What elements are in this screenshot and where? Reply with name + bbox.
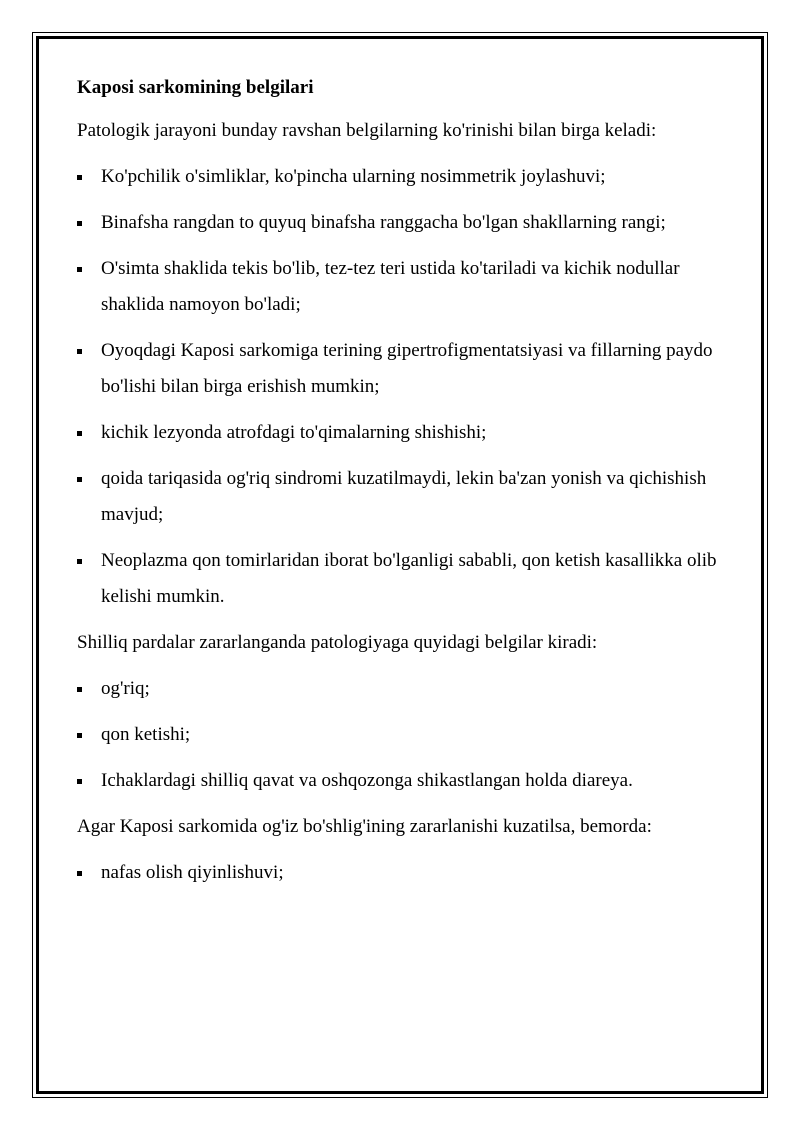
bullet-icon — [77, 431, 82, 436]
bullet-icon — [77, 175, 82, 180]
list-item-text: Neoplazma qon tomirlaridan iborat bo'lganligi sababli, qon ketish kasallikka olib kelishi mumkin. — [101, 550, 717, 607]
list-item — [77, 855, 717, 891]
bullet-icon — [77, 349, 82, 354]
bullet-icon — [77, 687, 82, 692]
list-item-text: Ko'pchilik o'simliklar, ko'pincha ularning nosimmetrik joylashuvi; — [101, 166, 606, 187]
list-item-text: qoida tariqasida og'riq sindromi kuzatilmaydi, lekin ba'zan yonish va qichishish mavjud; — [101, 468, 707, 525]
list-item-text: Binafsha rangdan to quyuq binafsha ranggacha bo'lgan shakllarning rangi; — [101, 212, 666, 233]
section-heading: Kaposi sarkomining belgilari — [77, 77, 314, 98]
mucosa-paragraph: Shilliq pardalar zararlanganda patologiyaga quyidagi belgilar kiradi: — [77, 632, 598, 653]
list-item-text: Ichaklardagi shilliq qavat va oshqozonga shikastlangan holda diareya. — [101, 770, 633, 791]
list-item — [77, 717, 717, 753]
document-body — [77, 73, 717, 901]
list-item — [77, 763, 717, 799]
list-item — [77, 415, 717, 451]
bullet-icon — [77, 871, 82, 876]
list-item-text: Oyoqdagi Kaposi sarkomiga terining gipertrofigmentatsiyasi va fillarning paydo bo'lishi bilan birga erishish mumkin; — [101, 340, 713, 397]
list-item — [77, 543, 717, 615]
mucosa-signs-list — [77, 671, 717, 799]
list-item — [77, 251, 717, 323]
list-item — [77, 159, 717, 195]
list-item-text: kichik lezyonda atrofdagi to'qimalarning shishishi; — [101, 422, 487, 443]
list-item — [77, 671, 717, 707]
bullet-icon — [77, 267, 82, 272]
bullet-icon — [77, 221, 82, 226]
list-item-text: nafas olish qiyinlishuvi; — [101, 862, 284, 883]
oral-signs-list — [77, 855, 717, 891]
list-item — [77, 333, 717, 405]
bullet-icon — [77, 779, 82, 784]
list-item-text: og'riq; — [101, 678, 150, 699]
list-item — [77, 461, 717, 533]
intro-paragraph: Patologik jarayoni bunday ravshan belgilarning ko'rinishi bilan birga keladi: — [77, 120, 657, 141]
signs-list — [77, 159, 717, 615]
bullet-icon — [77, 733, 82, 738]
bullet-icon — [77, 559, 82, 564]
oral-paragraph: Agar Kaposi sarkomida og'iz bo'shlig'ining zararlanishi kuzatilsa, bemorda: — [77, 816, 652, 837]
list-item — [77, 205, 717, 241]
bullet-icon — [77, 477, 82, 482]
list-item-text: qon ketishi; — [101, 724, 191, 745]
list-item-text: O'simta shaklida tekis bo'lib, tez-tez teri ustida ko'tariladi va kichik nodullar shaklida namoyon bo'ladi; — [101, 258, 680, 315]
